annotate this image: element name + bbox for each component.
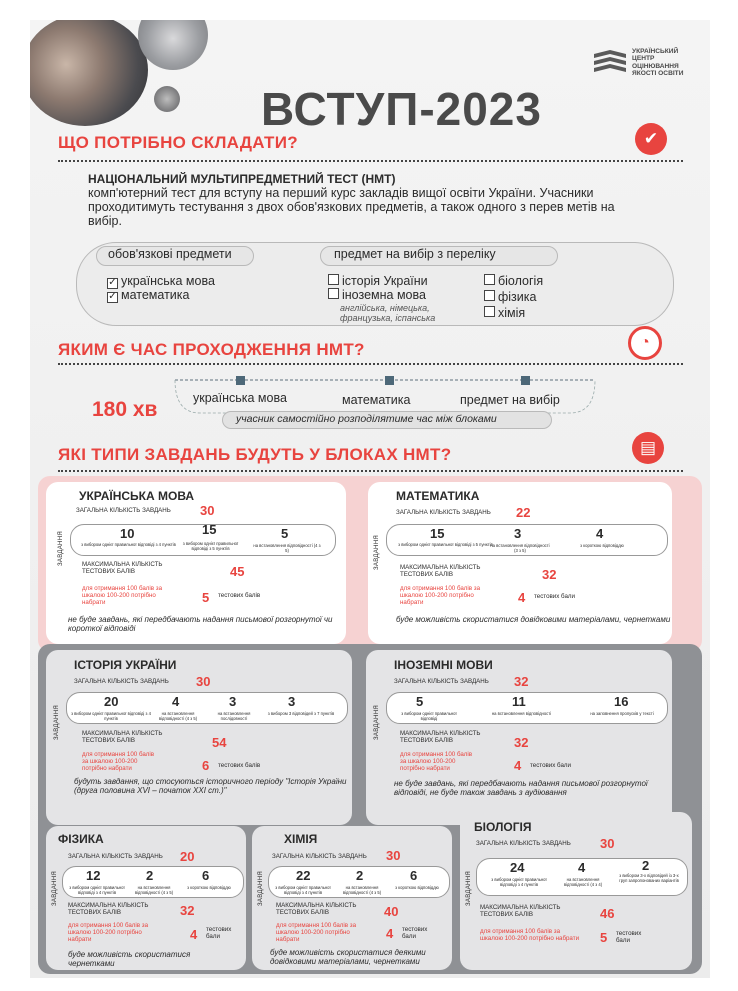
task-desc: з вибором однієї правильної відповіді з 4 пунктів — [69, 885, 125, 895]
task-desc: з вибором однієї правильної відповіді з 5 пунктів — [182, 541, 239, 551]
card-title: МАТЕМАТИКА — [396, 489, 480, 503]
block-choice: предмет на вибір — [460, 393, 560, 407]
task-desc: на встановлення послідовності — [217, 711, 251, 721]
task-desc: з вибором 3 відповідей з 7 пунктів — [267, 711, 335, 716]
page-title: ВСТУП-2023 — [261, 83, 542, 135]
task-count: 15 — [430, 526, 445, 541]
max-value: 32 — [514, 735, 529, 750]
total-value: 20 — [180, 849, 195, 864]
task-count: 2 — [356, 868, 364, 883]
card-chemistry — [252, 826, 452, 970]
block-marker — [236, 376, 245, 385]
laptop-photo — [138, 20, 208, 70]
card-note: не буде завдань, які передбачають надання письмової розгорнутої відповіді, не буде також завдань з аудіювання — [394, 779, 648, 797]
checkmark-icon: ✔ — [635, 123, 667, 155]
pass-label: для отримання 100 балів за шкалою 100-200 потрібно набрати — [480, 928, 580, 942]
subject-foreign: іноземна мова — [328, 288, 426, 302]
tasks-vlabel: ЗАВДАННЯ — [52, 871, 58, 906]
divider — [58, 363, 683, 365]
task-count: 4 — [596, 526, 604, 541]
divider — [58, 160, 683, 162]
task-desc: на встановлення відповідності — [491, 711, 552, 716]
card-title: ХІМІЯ — [284, 832, 318, 846]
languages-note: англійська, німецька, французька, іспанська — [340, 303, 436, 323]
block-marker — [521, 376, 530, 385]
logo-line: УКРАЇНСЬКИЙ — [632, 48, 679, 55]
total-value: 22 — [516, 505, 531, 520]
task-count: 12 — [86, 868, 101, 883]
task-count: 16 — [614, 694, 629, 709]
ucoe-logo — [592, 46, 702, 90]
points-label: тестових бали — [616, 930, 642, 944]
task-count: 6 — [202, 868, 210, 883]
points-label: тестових балів — [218, 592, 261, 599]
task-desc: з вибором однієї правильної відповіді з 5 пунктів — [398, 542, 493, 547]
pass-value: 5 — [600, 930, 608, 945]
card-title: ІНОЗЕМНІ МОВИ — [394, 658, 493, 672]
subject-math: ✓ математика — [108, 288, 190, 302]
section-heading-what: ЩО ПОТРІБНО СКЛАДАТИ? — [58, 133, 298, 152]
task-count: 3 — [288, 694, 296, 709]
task-count: 2 — [146, 868, 154, 883]
logo-line: ОЦІНЮВАННЯ — [632, 62, 679, 70]
pass-label: для отримання 100 балів за шкалою 100-200 потрібно набрати — [68, 922, 149, 943]
task-desc: з короткою відповіддю — [395, 885, 439, 890]
task-count: 3 — [514, 526, 522, 541]
max-value: 32 — [542, 567, 557, 582]
subject-chemistry: хімія — [484, 306, 525, 320]
time-note: учасник самостійно розподілятиме час між блоками — [236, 413, 497, 425]
book-icon — [592, 48, 630, 82]
task-desc: на встановлення відповідності (4 з 5) — [134, 885, 174, 895]
card-math — [368, 482, 672, 644]
pass-label: для отримання 100 балів за шкалою 100-200 потрібно набрати — [400, 585, 481, 606]
task-count: 10 — [120, 526, 135, 541]
total-label: ЗАГАЛЬНА КІЛЬКІСТЬ ЗАВДАНЬ — [476, 840, 571, 847]
pass-value: 4 — [190, 927, 198, 942]
card-note: буде можливість скористатися довідковими матеріалами, чернетками — [396, 615, 671, 624]
max-value: 40 — [384, 904, 399, 919]
checkbox-icon — [328, 274, 339, 285]
logo-line: ЦЕНТР — [632, 55, 655, 63]
checkbox-icon — [484, 306, 495, 317]
pass-value: 5 — [202, 590, 210, 605]
pass-value: 4 — [514, 758, 522, 773]
total-label: ЗАГАЛЬНА КІЛЬКІСТЬ ЗАВДАНЬ — [394, 678, 489, 685]
task-count: 4 — [578, 860, 586, 875]
task-desc: з вибором однієї правильної відповіді з 4 пунктів — [275, 885, 331, 895]
task-desc: з вибором однієї правильної відповіді з 4 пунктів — [71, 711, 151, 721]
task-desc: з короткою відповіддю — [187, 885, 231, 890]
max-label: МАКСИМАЛЬНА КІЛЬКІСТЬ ТЕСТОВИХ БАЛІВ — [82, 730, 163, 744]
task-count: 3 — [229, 694, 237, 709]
max-value: 45 — [230, 564, 245, 579]
task-count: 4 — [172, 694, 180, 709]
poster — [30, 20, 710, 978]
card-title: ФІЗИКА — [58, 832, 104, 846]
card-languages — [366, 650, 672, 825]
max-label: МАКСИМАЛЬНА КІЛЬКІСТЬ ТЕСТОВИХ БАЛІВ — [68, 902, 149, 916]
task-desc: з вибором однієї правильної відповіді — [401, 711, 457, 721]
task-count: 22 — [296, 868, 311, 883]
total-value: 30 — [386, 848, 401, 863]
mandatory-label: обов'язкові предмети — [108, 247, 232, 261]
tasks-vlabel: ЗАВДАННЯ — [58, 531, 64, 566]
tasks-vlabel: ЗАВДАННЯ — [374, 535, 380, 570]
section-heading-time: ЯКИМ Є ЧАС ПРОХОДЖЕННЯ НМТ? — [58, 340, 365, 359]
nmt-description: комп'ютерний тест для вступу на перший курс закладів вищої освіти України. Учасники проходитимуть тестування з двох обов'язкових предметів, а також одного з перев метів на вибір. — [88, 186, 615, 228]
task-count: 20 — [104, 694, 119, 709]
divider — [58, 470, 683, 472]
task-count: 15 — [202, 522, 217, 537]
max-label: МАКСИМАЛЬНА КІЛЬКІСТЬ ТЕСТОВИХ БАЛІВ — [82, 561, 163, 575]
task-desc: на встановлення відповідності (4 з 5) — [342, 885, 382, 895]
max-value: 54 — [212, 735, 227, 750]
points-label: тестових бали — [206, 926, 232, 940]
points-label: тестових балів — [218, 762, 261, 769]
task-count: 24 — [510, 860, 525, 875]
block-ukr: українська мова — [193, 391, 287, 405]
task-desc: з короткою відповіддю — [580, 543, 624, 548]
max-label: МАКСИМАЛЬНА КІЛЬКІСТЬ ТЕСТОВИХ БАЛІВ — [400, 564, 481, 578]
task-desc: з вибором однієї правильної відповіді з 4 пунктів — [491, 877, 547, 887]
task-desc: на встановлення відповідності (4 з 5) — [158, 711, 198, 721]
block-marker — [385, 376, 394, 385]
section-heading-types: ЯКІ ТИПИ ЗАВДАНЬ БУДУТЬ У БЛОКАХ НМТ? — [58, 445, 452, 464]
task-desc: з вибором 3-х відповідей із 3-х груп запропонованих варіантів — [619, 873, 679, 883]
students-photo — [30, 20, 148, 126]
task-count: 11 — [512, 694, 526, 709]
task-desc: на встановлення відповідності (4 з 5) — [253, 543, 321, 553]
checkbox-icon — [484, 274, 495, 285]
logo-line: ЯКОСТІ ОСВІТИ — [632, 70, 684, 78]
tasks-vlabel: ЗАВДАННЯ — [258, 871, 264, 906]
pass-label: для отримання 100 балів за шкалою 100-200 потрібно набрати — [82, 585, 163, 606]
total-value: 30 — [196, 674, 211, 689]
card-ukrainian — [46, 482, 346, 644]
total-value: 30 — [600, 836, 615, 851]
task-desc: на встановлення відповідності (4 з 4) — [563, 877, 603, 887]
nmt-title: НАЦІОНАЛЬНИЙ МУЛЬТИПРЕДМЕТНИЙ ТЕСТ (НМТ) — [88, 172, 396, 186]
small-photo — [154, 86, 180, 112]
max-label: МАКСИМАЛЬНА КІЛЬКІСТЬ ТЕСТОВИХ БАЛІВ — [276, 902, 357, 916]
subject-physics: фізика — [484, 290, 536, 304]
task-count: 5 — [281, 526, 289, 541]
card-note: будуть завдання, що стосуються історичного періоду "Історія України (друга половина XVI – початок XXI ст.)" — [74, 777, 347, 795]
task-count: 5 — [416, 694, 424, 709]
card-note: буде можливість скористатися деякими довідковими матеріалами, чернетками — [270, 948, 426, 966]
tasks-vlabel: ЗАВДАННЯ — [374, 705, 380, 740]
checked-icon: ✓ — [108, 277, 117, 288]
points-label: тестових бали — [402, 926, 428, 940]
document-icon: ▤ — [632, 432, 664, 464]
tasks-vlabel: ЗАВДАННЯ — [466, 871, 472, 906]
points-label: тестових бали — [534, 593, 575, 600]
max-label: МАКСИМАЛЬНА КІЛЬКІСТЬ ТЕСТОВИХ БАЛІВ — [400, 730, 481, 744]
max-value: 32 — [180, 903, 195, 918]
checkbox-icon — [328, 288, 339, 299]
pass-label: для отримання 100 балів за шкалою 100-200 потрібно набрати — [82, 751, 155, 772]
card-title: ІСТОРІЯ УКРАЇНИ — [74, 658, 177, 672]
card-note: буде можливість скористатися чернетками — [68, 950, 191, 968]
max-value: 46 — [600, 906, 615, 921]
card-title: УКРАЇНСЬКА МОВА — [79, 489, 195, 503]
total-label: ЗАГАЛЬНА КІЛЬКІСТЬ ЗАВДАНЬ — [76, 507, 171, 514]
card-biology — [460, 812, 692, 970]
pass-label: для отримання 100 балів за шкалою 100-200 потрібно набрати — [400, 751, 473, 772]
total-label: ЗАГАЛЬНА КІЛЬКІСТЬ ЗАВДАНЬ — [272, 853, 367, 860]
total-value: 30 — [200, 503, 215, 518]
card-note: не буде завдань, які передбачають надання письмової розгорнутої чи короткої відповіді — [68, 615, 333, 633]
max-label: МАКСИМАЛЬНА КІЛЬКІСТЬ ТЕСТОВИХ БАЛІВ — [480, 904, 561, 918]
block-math: математика — [342, 393, 411, 407]
points-label: тестових бали — [530, 762, 571, 769]
pass-label: для отримання 100 балів за шкалою 100-200 потрібно набрати — [276, 922, 357, 943]
task-desc: на встановлення відповідності (3 з 5) — [490, 543, 550, 553]
tasks-vlabel: ЗАВДАННЯ — [54, 705, 60, 740]
pass-value: 4 — [518, 590, 526, 605]
logo-text — [632, 48, 683, 78]
total-minutes: 180 хв — [92, 398, 158, 421]
total-label: ЗАГАЛЬНА КІЛЬКІСТЬ ЗАВДАНЬ — [68, 853, 163, 860]
task-count: 6 — [410, 868, 418, 883]
checkbox-icon — [484, 290, 495, 301]
card-title: БІОЛОГІЯ — [474, 820, 532, 834]
task-count: 2 — [642, 858, 650, 873]
card-history — [46, 650, 352, 825]
checked-icon: ✓ — [108, 291, 117, 302]
subject-biology: біологія — [484, 274, 543, 288]
clock-icon: ◔ — [628, 326, 662, 360]
total-value: 32 — [514, 674, 529, 689]
task-desc: з вибором однієї правильної відповіді з 4 пунктів — [81, 542, 176, 547]
total-label: ЗАГАЛЬНА КІЛЬКІСТЬ ЗАВДАНЬ — [396, 509, 491, 516]
card-physics — [46, 826, 246, 970]
task-desc: на заповнення пропусків у тексті — [590, 711, 654, 716]
total-label: ЗАГАЛЬНА КІЛЬКІСТЬ ЗАВДАНЬ — [74, 678, 169, 685]
pass-value: 4 — [386, 926, 394, 941]
choice-label: предмет на вибір з переліку — [334, 247, 496, 261]
pass-value: 6 — [202, 758, 210, 773]
subject-ukr: ✓ українська мова — [108, 274, 215, 288]
subject-history: історія України — [328, 274, 428, 288]
